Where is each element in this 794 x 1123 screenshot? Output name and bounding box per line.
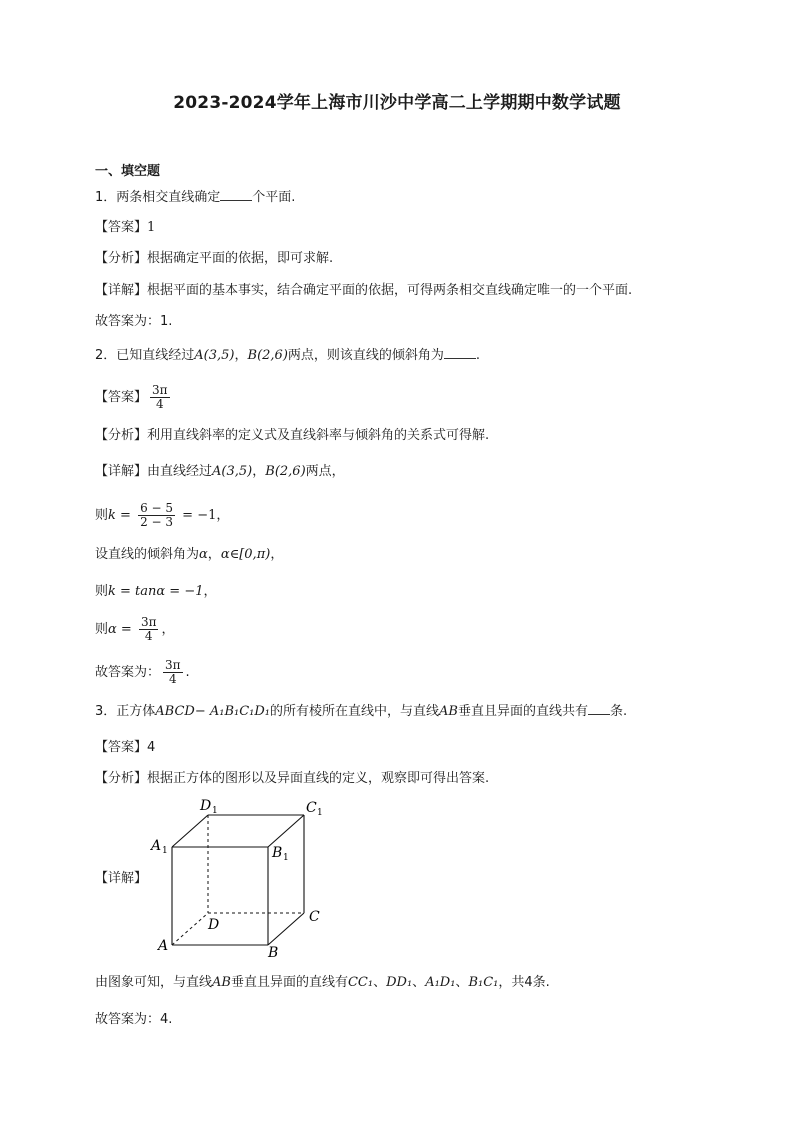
label-b1: B xyxy=(272,845,283,861)
q3-analysis xyxy=(95,769,489,789)
q1-analysis xyxy=(95,249,333,269)
q3-detail-tag xyxy=(95,869,147,889)
q2-tan xyxy=(95,582,217,602)
q2-detail-point-b: B(2,6) xyxy=(265,464,306,479)
q1-detail xyxy=(95,281,632,301)
label-d: D xyxy=(208,917,220,933)
q2-k-eq: = xyxy=(115,508,136,523)
label-c: C xyxy=(309,909,320,925)
list-separator: 、 xyxy=(455,975,469,990)
q3-line-a1d1: A₁D₁ xyxy=(425,975,456,990)
q1-stem xyxy=(95,188,295,208)
q2-tan-end: ， xyxy=(203,584,217,599)
q2-conclusion xyxy=(95,659,190,686)
q2-angle-def: 设直线的倾斜角为α，α∈[0,π)， xyxy=(95,547,284,562)
label-c1: C xyxy=(306,800,317,816)
fraction-numerator: 3π xyxy=(152,383,168,397)
label-d1: D xyxy=(200,798,212,814)
q2-slope-fraction xyxy=(138,502,175,529)
q1-stem-text-end: 个平面. xyxy=(252,190,296,205)
q1-analysis-text: 根据确定平面的依据，即可求解. xyxy=(147,251,334,266)
q3-answer xyxy=(95,738,155,758)
q1-detail-text: 根据平面的基本事实，结合确定平面的依据，可得两条相交直线确定唯一的一个平面. xyxy=(147,283,633,298)
fraction-numerator: 6 − 5 xyxy=(140,501,174,515)
q2-alpha xyxy=(95,616,175,643)
q2-analysis xyxy=(95,426,489,446)
q1-answer xyxy=(95,218,155,238)
section-heading: 一、填空题 xyxy=(95,164,161,179)
q2-alpha-prefix: 则 xyxy=(95,622,109,637)
q2-point-a: A(3,5) xyxy=(194,348,235,363)
q2-stem-text: 2．已知直线经过 xyxy=(95,348,195,363)
q3-result-text-mid: 垂直且异面的直线有 xyxy=(230,975,348,990)
detail-tag: 【详解】 xyxy=(95,283,148,298)
detail-tag: 【详解】 xyxy=(95,871,148,886)
q2-k-result: = −1， xyxy=(178,508,230,523)
q3-stem-text: 3．正方体 xyxy=(95,704,156,719)
label-a1-sub: 1 xyxy=(162,846,168,856)
analysis-tag: 【分析】 xyxy=(95,771,148,786)
q2-detail-point-a: A(3,5) xyxy=(212,464,253,479)
q2-tan-prefix: 则 xyxy=(95,584,109,599)
edge-ad-hidden xyxy=(172,913,208,945)
q2-alpha-fraction xyxy=(139,616,159,643)
q2-alpha-var: α = xyxy=(108,622,136,637)
q3-stem-text-mid2: 垂直且异面的直线共有 xyxy=(457,704,588,719)
answer-tag: 【答案】 xyxy=(95,220,148,235)
analysis-tag: 【分析】 xyxy=(95,428,148,443)
fraction-numerator: 3π xyxy=(140,615,157,629)
q1-conclusion: 故答案为：1. xyxy=(95,314,173,329)
q1-stem-text: 1．两条相交直线确定 xyxy=(95,190,221,205)
q1-answer-value: 1 xyxy=(147,220,156,235)
fraction-denominator: 4 xyxy=(155,397,164,411)
q2-alpha-end: ， xyxy=(161,622,175,637)
q2-k-prefix: 则 xyxy=(95,508,109,523)
q3-analysis-text: 根据正方体的图形以及异面直线的定义，观察即可得出答案. xyxy=(147,771,490,786)
q1-blank xyxy=(220,188,252,201)
q2-point-b: B(2,6) xyxy=(247,348,288,363)
edge-a1d1 xyxy=(172,815,208,847)
fraction-numerator: 3π xyxy=(165,658,181,672)
label-a: A xyxy=(158,938,169,954)
label-b1-sub: 1 xyxy=(283,853,289,863)
q3-line-dd1: DD₁ xyxy=(386,975,413,990)
fraction-denominator: 4 xyxy=(144,629,153,643)
q2-separator: ， xyxy=(234,348,248,363)
q2-conclusion-fraction xyxy=(163,659,183,686)
q2-answer xyxy=(95,384,173,411)
q3-blank xyxy=(588,702,610,715)
q3-result-text: 由图象可知，与直线 xyxy=(95,975,213,990)
q2-stem xyxy=(95,346,480,366)
q3-line-cc1: CC₁ xyxy=(347,975,374,990)
page-title: 2023-2024学年上海市川沙中学高二上学期期中数学试题 xyxy=(173,93,621,113)
q3-result-line-ab: AB xyxy=(212,975,231,990)
q3-stem-text-mid: 的所有棱所在直线中，与直线 xyxy=(270,704,440,719)
q2-slope-formula xyxy=(95,502,229,529)
q2-detail-text: 由直线经过 xyxy=(147,464,213,479)
detail-tag: 【详解】 xyxy=(95,464,148,479)
q2-stem-end: . xyxy=(475,348,481,363)
answer-tag: 【答案】 xyxy=(95,390,148,405)
q3-result xyxy=(95,973,550,993)
q2-answer-fraction xyxy=(150,384,170,411)
q3-line-b1c1: B₁C₁ xyxy=(468,975,499,990)
q2-conclusion-end: . xyxy=(185,665,190,680)
list-separator: 、 xyxy=(373,975,387,990)
q2-conclusion-text: 故答案为： xyxy=(95,665,161,680)
q3-conclusion: 故答案为：4. xyxy=(95,1012,173,1027)
q2-analysis-text: 利用直线斜率的定义式及直线斜率与倾斜角的关系式可得解. xyxy=(147,428,490,443)
q3-stem xyxy=(95,702,627,722)
cube-figure xyxy=(150,795,340,964)
label-b: B xyxy=(268,945,279,960)
fraction-denominator: 4 xyxy=(168,672,177,686)
answer-tag: 【答案】 xyxy=(95,740,148,755)
label-d1-sub: 1 xyxy=(212,806,218,816)
q2-stem-text-mid: 两点，则该直线的倾斜角为 xyxy=(287,348,444,363)
q2-detail xyxy=(95,462,345,482)
q2-detail-text-end: 两点， xyxy=(305,464,345,479)
q3-answer-value: 4 xyxy=(147,740,156,755)
q3-result-text-count: ，共 xyxy=(498,975,525,990)
q3-result-count: 4 xyxy=(524,975,533,990)
label-a1: A xyxy=(151,838,162,854)
q2-angle-end: ， xyxy=(270,547,284,562)
analysis-tag: 【分析】 xyxy=(95,251,148,266)
q3-line-ab: AB xyxy=(439,704,458,719)
edge-b1c1 xyxy=(268,815,304,847)
q2-k-var: k xyxy=(108,508,116,523)
q3-stem-end: 条. xyxy=(610,704,628,719)
q3-result-end: 条. xyxy=(532,975,550,990)
q2-angle-text: 设直线的倾斜角为 xyxy=(95,547,200,562)
q2-tan-eq: k = tanα = −1 xyxy=(108,584,204,599)
fraction-denominator: 2 − 3 xyxy=(140,515,174,529)
edge-bc xyxy=(268,913,304,945)
q2-angle-range: α∈[0,π) xyxy=(220,547,271,562)
q3-cube-name: ABCD− A₁B₁C₁D₁ xyxy=(155,704,271,719)
label-c1-sub: 1 xyxy=(317,808,323,818)
list-separator: 、 xyxy=(412,975,426,990)
q2-separator: ， xyxy=(252,464,266,479)
q2-blank xyxy=(444,346,476,359)
q2-angle-var: α xyxy=(199,547,208,562)
cube-diagram xyxy=(150,795,340,960)
